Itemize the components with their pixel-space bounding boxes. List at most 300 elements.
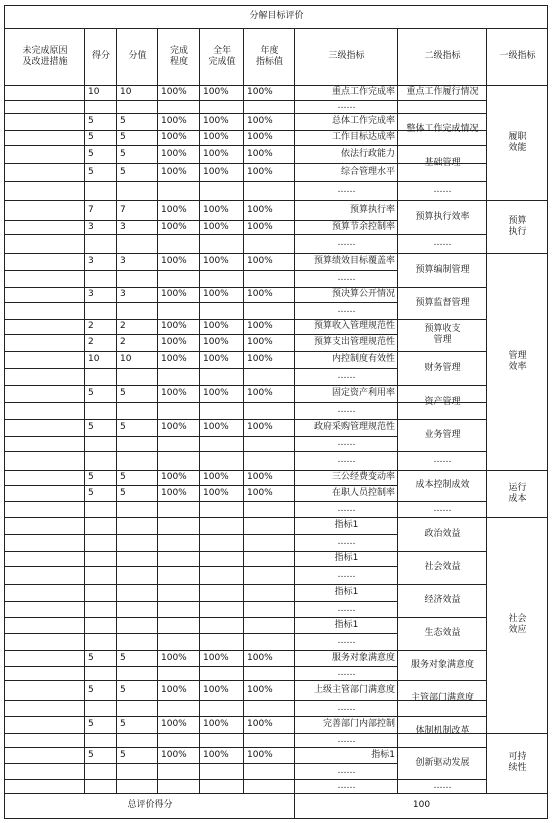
level3-more-18-text: …… [337,780,356,791]
row-r_income-got-text: 2 [88,321,94,331]
row-r_prep-rate [158,253,200,270]
row-r_capacity-score [117,145,158,163]
row-r_overall-actual-text: 100% [203,116,229,126]
header-level2 [398,28,487,85]
level3-more-6 [295,402,398,419]
row-r_prep-target [244,253,295,270]
level2-l2_overall_work [398,113,487,145]
level1-lv1_perf [487,85,548,200]
row-r_sanggong-target [244,470,295,485]
row-r_capacity-got [85,145,117,163]
row-r_proc-rate [158,419,200,436]
row-r_asset-target-text: 100% [247,388,273,398]
row-r_goal-rate-text: 100% [161,132,187,142]
row-r_public-got [85,287,117,302]
row-r_level-actual [200,163,244,181]
header-actual-text: 全年 [212,45,231,56]
level3-more-7 [295,436,398,451]
row-r_serv-name-text: 服务对象满意度 [331,652,395,663]
level3-item-0 [295,517,398,534]
header-rate-text: 完成 [169,45,188,56]
level2-l2_key_work [398,85,487,100]
row-r_capacity-rate [158,145,200,163]
row-r_staff-actual-text: 100% [203,487,229,498]
row-r_level-name [295,163,398,181]
row-r_internal-target-text: 100% [247,354,273,364]
level3-more-10-text: …… [337,537,356,547]
row-r_level-got [85,163,117,181]
header-actual-text: 完成值 [208,56,236,67]
row-r_key-got [85,85,117,100]
row-r_super-target [244,680,295,700]
row-r_public-name-text: 预决算公开情况 [331,289,395,299]
header-rate [158,28,200,85]
row-r_goal-score-text: 5 [120,132,126,142]
level2-more-4 [398,779,487,793]
level1-lv1_sustain-text: 续性 [508,763,527,773]
row-r_income-name [295,319,398,334]
row-r_prep-target-text: 100% [247,256,273,266]
level3-more-16 [295,733,398,747]
level1-lv1_mgmt-text: 管理 [508,350,527,361]
row-r_sanggong-got [85,470,117,485]
header-got [85,28,117,85]
row-r_public-actual-text: 100% [203,289,229,299]
row-r_expense-target-text: 100% [247,337,273,347]
row-r_income-score [117,319,158,334]
row-r_ctrl-got-text: 5 [88,719,94,729]
row-r_staff-score-text: 5 [120,487,126,498]
header-target-text: 指标值 [255,56,283,67]
row-r_key-actual [200,85,244,100]
row-r_level-rate [158,163,200,181]
level1-lv1_mgmt [487,253,548,470]
row-r_ctrl-score-text: 5 [120,719,126,729]
row-r_key-score-text: 10 [120,87,132,97]
row-r_innov-rate-text: 100% [161,749,187,760]
total-value [295,793,548,818]
level3-more-12-text: …… [337,603,356,614]
row-r_innov-got [85,747,117,763]
level2-more-3 [398,501,487,517]
row-r_goal-got-text: 5 [88,132,94,142]
row-r_staff-got [85,485,117,501]
row-r_ctrl-name [295,716,398,733]
row-r_capacity-score-text: 5 [120,148,126,159]
level2-l2_ie_mgmt-text: 预算收支 [424,324,461,334]
level3-item-2-text: 指标1 [334,587,359,597]
row-r_key-rate-text: 100% [161,87,187,97]
row-r_expense-score-text: 2 [120,337,126,347]
level2-l2_satisfaction-text: 服务对象满意度 [410,659,474,670]
level3-more-5 [295,368,398,385]
row-r_key-target-text: 100% [247,87,273,97]
row-r_save-got [85,220,117,234]
header-target-text: 年度 [260,45,279,56]
total-value-text: 100 [412,800,431,810]
row-r_expense-name [295,334,398,351]
level1-lv1_social-text: 效应 [508,625,527,635]
row-r_income-score-text: 2 [120,321,126,331]
row-r_internal-score-text: 10 [120,354,132,364]
row-r_key-name-text: 重点工作完成率 [331,87,395,97]
level3-more-3 [295,270,398,287]
header-level3 [295,28,398,85]
row-r_public-rate [158,287,200,302]
level2-l2_asset [398,385,487,419]
row-r_prep-score [117,253,158,270]
grid-line [4,5,5,819]
row-r_overall-got [85,113,117,130]
row-r_overall-target-text: 100% [247,116,273,126]
header-level1-text: 一级指标 [499,51,536,61]
row-r_exec-score [117,200,158,220]
level2-l2_business [398,419,487,451]
total-label [5,793,295,818]
level2-l2_budget_sup-text: 预算监督管理 [415,297,470,308]
row-r_level-score-text: 5 [120,166,126,177]
row-r_key-rate [158,85,200,100]
row-r_income-rate-text: 100% [161,321,187,331]
level3-more-6-text: …… [337,405,356,415]
level2-l2_cost_ctrl [398,470,487,501]
row-r_save-score [117,220,158,234]
level2-l2_asset-text: 资产管理 [424,396,461,407]
level2-l2_finance-text: 财务管理 [424,362,461,373]
row-r_serv-score [117,650,158,666]
row-r_prep-score-text: 3 [120,256,126,266]
row-r_overall-target [244,113,295,130]
row-r_innov-score [117,747,158,763]
level3-more-8-text: …… [337,455,356,465]
row-r_serv-rate-text: 100% [161,652,187,663]
row-r_expense-name-text: 预算支出管理规范性 [313,337,395,347]
row-r_serv-target-text: 100% [247,652,273,663]
level2-l2_super_sat-text: 主管部门满意度 [410,692,474,703]
row-r_super-name [295,680,398,700]
level2-l2_mechanism [398,716,487,747]
row-r_save-name-text: 预算节余控制率 [331,221,395,232]
level3-more-3-text: …… [337,273,356,283]
level2-l2_innovation-text: 创新驱动发展 [415,757,470,768]
row-r_innov-target-text: 100% [247,749,273,760]
row-r_ctrl-name-text: 完善部门内部控制 [322,719,395,729]
row-r_income-target [244,319,295,334]
level2-more-3-text: …… [433,503,452,514]
row-r_innov-actual-text: 100% [203,749,229,760]
row-r_staff-rate-text: 100% [161,487,187,498]
row-r_key-got-text: 10 [88,87,100,97]
row-r_level-score [117,163,158,181]
header-reason-text: 未完成原因 [22,45,68,56]
row-r_exec-name [295,200,398,220]
row-r_asset-name-text: 固定资产利用率 [331,388,395,398]
level3-more-17-text: …… [337,765,356,776]
row-r_serv-actual [200,650,244,666]
row-r_overall-name [295,113,398,130]
level3-more-13-text: …… [337,636,356,646]
row-r_public-rate-text: 100% [161,289,187,299]
level3-item-2 [295,584,398,601]
row-r_capacity-name-text: 依法行政能力 [340,148,395,159]
level1-lv1_sustain [487,733,548,793]
row-r_asset-got [85,385,117,402]
level2-l2_innovation [398,747,487,779]
level3-more-14 [295,666,398,680]
row-r_serv-got [85,650,117,666]
row-r_super-rate [158,680,200,700]
row-r_innov-name-text: 指标1 [371,749,395,760]
row-r_goal-actual [200,130,244,145]
row-r_super-actual-text: 100% [203,684,229,695]
row-r_goal-target-text: 100% [247,132,273,142]
row-r_proc-actual-text: 100% [203,422,229,432]
row-r_goal-name [295,130,398,145]
row-r_innov-rate [158,747,200,763]
level1-lv1_social [487,517,548,733]
row-r_capacity-actual [200,145,244,163]
level1-lv1_mgmt-text: 效率 [508,361,527,372]
row-r_sanggong-score [117,470,158,485]
level2-more-0 [398,181,487,200]
row-r_internal-got [85,351,117,368]
row-r_save-target-text: 100% [247,221,273,232]
level2-more-2-text: …… [433,455,452,465]
row-r_staff-target-text: 100% [247,487,273,498]
level2-l2_eco [398,617,487,650]
row-r_internal-rate [158,351,200,368]
row-r_capacity-target [244,145,295,163]
row-r_innov-got-text: 5 [88,749,94,760]
row-r_goal-name-text: 工作目标达成率 [331,132,395,142]
row-r_super-score-text: 5 [120,684,126,695]
row-r_save-score-text: 3 [120,221,126,232]
level2-l2_basic_mgmt-text: 基础管理 [424,157,461,168]
row-r_innov-name [295,747,398,763]
row-r_asset-score [117,385,158,402]
row-r_serv-score-text: 5 [120,652,126,663]
row-r_proc-score [117,419,158,436]
header-reason [5,28,85,85]
row-r_public-score-text: 3 [120,289,126,299]
level3-more-4 [295,302,398,319]
level2-l2_economic-text: 经济效益 [424,595,461,605]
row-r_prep-actual [200,253,244,270]
row-r_sanggong-name [295,470,398,485]
row-r_exec-rate [158,200,200,220]
row-r_expense-score [117,334,158,351]
level2-l2_political [398,517,487,551]
row-r_innov-target [244,747,295,763]
row-r_public-score [117,287,158,302]
header-actual [200,28,244,85]
level3-item-3-text: 指标1 [334,619,359,630]
level3-more-9 [295,501,398,517]
row-r_super-got-text: 5 [88,684,94,695]
level2-l2_business-text: 业务管理 [424,429,461,440]
row-r_asset-got-text: 5 [88,388,94,398]
row-r_proc-score-text: 5 [120,422,126,432]
row-r_level-got-text: 5 [88,166,94,177]
row-r_expense-rate-text: 100% [161,337,187,347]
row-r_exec-name-text: 预算执行率 [349,204,395,215]
row-r_super-actual [200,680,244,700]
level3-more-11-text: …… [337,569,356,580]
row-r_expense-actual [200,334,244,351]
row-r_capacity-actual-text: 100% [203,148,229,159]
row-r_exec-got [85,200,117,220]
row-r_save-name [295,220,398,234]
header-level1 [487,28,548,85]
row-r_key-score [117,85,158,100]
row-r_exec-got-text: 7 [88,204,94,215]
level2-more-1 [398,234,487,253]
row-r_save-got-text: 3 [88,221,94,232]
row-r_sanggong-actual [200,470,244,485]
level2-more-2 [398,451,487,470]
row-r_super-name-text: 上级主管部门满意度 [313,684,395,695]
row-r_asset-rate-text: 100% [161,388,187,398]
row-r_goal-got [85,130,117,145]
level2-l2_political-text: 政治效益 [424,528,461,539]
row-r_public-target [244,287,295,302]
header-level3-text: 三级指标 [328,51,365,61]
row-r_key-name [295,85,398,100]
row-r_proc-rate-text: 100% [161,422,187,432]
row-r_staff-rate [158,485,200,501]
level3-more-2 [295,234,398,253]
row-r_internal-actual-text: 100% [203,354,229,364]
row-r_proc-got [85,419,117,436]
row-r_goal-actual-text: 100% [203,132,229,142]
level3-more-1-text: …… [337,185,356,195]
level3-more-17 [295,763,398,779]
level2-l2_budget_rate [398,200,487,234]
row-r_sanggong-name-text: 三公经费变动率 [331,472,395,482]
row-r_key-actual-text: 100% [203,87,229,97]
row-r_internal-actual [200,351,244,368]
row-r_proc-target-text: 100% [247,422,273,432]
level3-more-14-text: …… [337,667,356,678]
level3-more-18 [295,779,398,793]
row-r_serv-rate [158,650,200,666]
row-r_asset-target [244,385,295,402]
header-rate-text: 程度 [169,56,188,67]
level2-l2_eco-text: 生态效益 [424,628,461,638]
row-r_asset-actual [200,385,244,402]
level2-l2_key_work-text: 重点工作履行情况 [406,87,479,97]
level3-more-0-text: …… [337,101,356,111]
row-r_exec-actual [200,200,244,220]
level3-more-10 [295,534,398,551]
row-r_capacity-name [295,145,398,163]
level2-more-1-text: …… [433,238,452,248]
level2-l2_finance [398,351,487,385]
row-r_asset-score-text: 5 [120,388,126,398]
row-r_save-actual [200,220,244,234]
level2-l2_ie_mgmt [398,319,487,351]
grid-line [4,818,548,819]
row-r_capacity-got-text: 5 [88,148,94,159]
row-r_staff-name [295,485,398,501]
row-r_public-target-text: 100% [247,289,273,299]
level3-more-9-text: …… [337,503,356,514]
header-got-text: 得分 [91,51,110,61]
level3-more-16-text: …… [337,734,356,745]
row-r_innov-actual [200,747,244,763]
row-r_exec-target-text: 100% [247,204,273,215]
row-r_internal-score [117,351,158,368]
row-r_internal-target [244,351,295,368]
row-r_income-rate [158,319,200,334]
row-r_public-name [295,287,398,302]
row-r_overall-actual [200,113,244,130]
table-title-text: 分解目标评价 [249,11,304,21]
level2-l2_economic [398,584,487,617]
header-score [117,28,158,85]
row-r_ctrl-actual-text: 100% [203,719,229,729]
row-r_prep-actual-text: 100% [203,256,229,266]
row-r_innov-score-text: 5 [120,749,126,760]
level3-more-4-text: …… [337,305,356,315]
row-r_expense-target [244,334,295,351]
row-r_prep-rate-text: 100% [161,256,187,266]
level3-more-1 [295,181,398,200]
row-r_proc-got-text: 5 [88,422,94,432]
level3-item-0-text: 指标1 [334,520,359,530]
row-r_goal-score [117,130,158,145]
row-r_proc-name [295,419,398,436]
row-r_super-got [85,680,117,700]
level3-more-2-text: …… [337,238,356,248]
row-r_exec-rate-text: 100% [161,204,187,215]
row-r_expense-got-text: 2 [88,337,94,347]
row-r_ctrl-actual [200,716,244,733]
level3-item-1-text: 指标1 [334,553,359,563]
header-level2-text: 二级指标 [424,51,461,61]
level2-l2_super_sat [398,680,487,716]
row-r_income-target-text: 100% [247,321,273,331]
row-r_proc-actual [200,419,244,436]
level2-l2_social_ben [398,551,487,584]
row-r_super-score [117,680,158,700]
level1-lv1_sustain-text: 可持 [508,752,527,762]
level3-more-15-text: …… [337,702,356,713]
row-r_expense-actual-text: 100% [203,337,229,347]
row-r_sanggong-target-text: 100% [247,472,273,482]
row-r_overall-score [117,113,158,130]
level1-lv1_perf-text: 效能 [508,142,527,153]
row-r_overall-got-text: 5 [88,116,94,126]
level2-l2_budget_sup [398,287,487,319]
row-r_exec-actual-text: 100% [203,204,229,215]
level1-lv1_cost [487,470,548,517]
row-r_staff-score [117,485,158,501]
row-r_staff-name-text: 在职人员控制率 [331,487,395,498]
row-r_internal-rate-text: 100% [161,354,187,364]
level3-more-13 [295,633,398,650]
level2-l2_overall_work-text: 整体工作完成情况 [406,123,479,134]
row-r_prep-got [85,253,117,270]
row-r_prep-name [295,253,398,270]
row-r_ctrl-rate [158,716,200,733]
row-r_internal-name-text: 内控制度有效性 [331,354,395,364]
level1-lv1_cost-text: 成本 [508,493,527,504]
row-r_asset-name [295,385,398,402]
row-r_staff-got-text: 5 [88,487,94,498]
row-r_overall-rate-text: 100% [161,116,187,126]
row-r_income-name-text: 预算收入管理规范性 [313,321,395,331]
